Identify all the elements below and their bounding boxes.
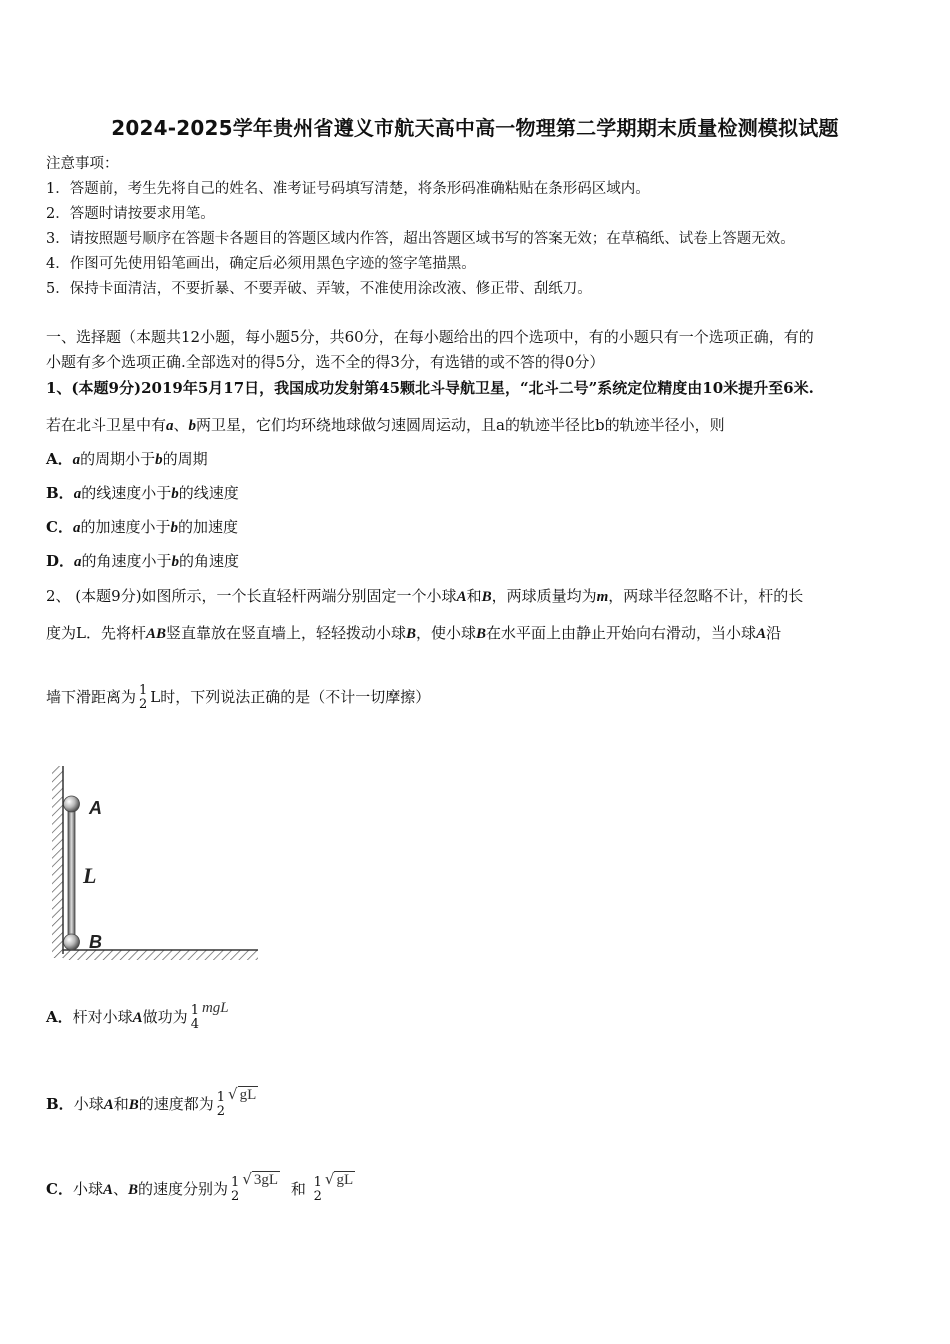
option-label: A． xyxy=(46,450,73,468)
radicand: gL xyxy=(239,1087,257,1103)
q2-option-b[interactable] xyxy=(46,1085,258,1119)
q2-text: 度为L．先将杆 xyxy=(46,624,146,642)
note-item: 4．作图可先使用铅笔画出，确定后必须用黑色字迹的签字笔描黑。 xyxy=(46,256,476,272)
q1-text: 两卫星，它们均环绕地球做匀速圆周运动，且a的轨迹半径比b的轨迹半径小，则 xyxy=(196,416,725,434)
option-label: A． xyxy=(46,1008,73,1026)
var-B: B xyxy=(476,626,487,642)
option-text: 的线速度 xyxy=(178,484,239,502)
q2-text: ，两球半径忽略不计，杆的长 xyxy=(608,587,804,605)
q2-stem-line2 xyxy=(46,622,781,643)
option-label: B． xyxy=(46,1095,74,1113)
var-A: A xyxy=(756,626,767,642)
var-b: b xyxy=(171,486,179,502)
fraction-quarter xyxy=(190,1004,200,1032)
var-a: a xyxy=(73,486,82,502)
math-expression: mgL xyxy=(201,1000,229,1016)
q2-text: 2、 (本题9分)如图所示，一个长直轻杆两端分别固定一个小球 xyxy=(46,587,457,605)
fraction-half xyxy=(138,684,148,712)
q2-text: 墙下滑距离为 xyxy=(46,688,137,706)
option-text: 和 xyxy=(290,1180,306,1198)
option-text: 小球 xyxy=(73,1095,104,1113)
section-heading-line2: 小题有多个选项正确.全部选对的得5分，选不全的得3分，有选错的或不答的得0分） xyxy=(46,353,605,371)
var-A: A xyxy=(103,1097,114,1113)
q1-option-c[interactable] xyxy=(46,516,238,537)
frac-den: 2 xyxy=(216,1104,226,1119)
q1-stem-line1 xyxy=(46,377,814,398)
q2-text: ，两球质量均为 xyxy=(491,587,597,605)
option-text: 的角速度小于 xyxy=(81,552,172,570)
q2-option-c[interactable] xyxy=(46,1170,355,1204)
rod-wall-figure xyxy=(46,762,266,967)
note-item: 3．请按照题号顺序在答题卡各题目的答题区域内作答，超出答题区域书写的答案无效；在草稿纸、试卷上答题无效。 xyxy=(46,231,795,247)
fraction-half xyxy=(230,1176,240,1204)
sqrt-icon: √ xyxy=(242,1170,252,1188)
var-B: B xyxy=(128,1182,139,1198)
frac-num: 1 xyxy=(313,1175,322,1190)
option-text: 的加速度 xyxy=(177,518,238,536)
frac-num: 1 xyxy=(231,1175,240,1190)
var-B: B xyxy=(481,589,492,605)
q1-option-a[interactable] xyxy=(46,448,208,469)
rod xyxy=(68,804,75,942)
label-b: B xyxy=(89,932,102,952)
q1-stem-line2 xyxy=(46,414,725,435)
ball-b xyxy=(64,934,80,950)
var-m: m xyxy=(596,589,609,605)
frac-num: 1 xyxy=(190,1003,199,1018)
var-b: b xyxy=(188,418,197,434)
option-label: B． xyxy=(46,484,74,502)
frac-den: 2 xyxy=(139,697,148,712)
option-text: 的线速度小于 xyxy=(81,484,172,502)
q2-text: L时，下列说法正确的是（不计一切摩擦） xyxy=(150,688,431,706)
option-label: C． xyxy=(46,518,73,536)
q1-option-d[interactable] xyxy=(46,550,239,571)
q2-stem-line1 xyxy=(46,585,803,606)
option-text: 的周期小于 xyxy=(80,450,156,468)
label-a: A xyxy=(89,798,102,818)
wall-hatch xyxy=(52,766,63,958)
option-text: 的速度都为 xyxy=(138,1095,214,1113)
frac-num: 1 xyxy=(139,683,148,698)
option-text: 、 xyxy=(112,1180,128,1198)
q2-stem-line3 xyxy=(46,684,430,712)
section-heading-line1: 一、选择题（本题共12小题，每小题5分，共60分，在每小题给出的四个选项中，有的小题只有一个选项正确，有的 xyxy=(46,328,814,346)
q2-option-a[interactable] xyxy=(46,1000,229,1032)
sqrt-icon: √ xyxy=(228,1085,238,1103)
fraction-half xyxy=(216,1091,226,1119)
option-text: 的加速度小于 xyxy=(80,518,171,536)
q1-stem1: 1、(本题9分)2019年5月17日，我国成功发射第45颗北斗导航卫星，“北斗二号”系统定位精度由10米提升至6米. xyxy=(46,379,814,397)
var-a: a xyxy=(74,554,82,570)
ball-a xyxy=(64,796,80,812)
option-text: 小球 xyxy=(72,1180,103,1198)
page-title: 2024-2025学年贵州省遵义市航天高中高一物理第二学期期末质量检测模拟试题 xyxy=(111,116,839,140)
option-text: 做功为 xyxy=(142,1008,188,1026)
var-A: A xyxy=(102,1182,113,1198)
radicand: 3gL xyxy=(253,1172,279,1188)
q2-text: ，使小球 xyxy=(416,624,477,642)
var-AB: AB xyxy=(145,626,166,642)
var-A: A xyxy=(456,589,467,605)
frac-den: 2 xyxy=(313,1189,322,1204)
fraction-half xyxy=(313,1176,323,1204)
frac-den: 4 xyxy=(190,1017,199,1032)
note-item: 5．保持卡面清洁，不要折暴、不要弄破、弄皱，不准使用涂改液、修正带、刮纸刀。 xyxy=(46,281,592,297)
option-text: 的周期 xyxy=(162,450,208,468)
option-text: 的角速度 xyxy=(179,552,240,570)
q1-text: 若在北斗卫星中有 xyxy=(46,416,167,434)
var-b: b xyxy=(170,520,178,536)
var-a: a xyxy=(166,418,174,434)
sqrt-icon: √ xyxy=(324,1170,335,1188)
q2-text: 在水平面上由静止开始向右滑动，当小球 xyxy=(486,624,757,642)
frac-num: 1 xyxy=(216,1090,226,1105)
option-label: D． xyxy=(46,552,75,570)
option-label: C． xyxy=(46,1180,73,1198)
option-text: 杆对小球 xyxy=(72,1008,133,1026)
var-a: a xyxy=(72,520,81,536)
var-B: B xyxy=(128,1097,139,1113)
option-text: 的速度分别为 xyxy=(138,1180,229,1198)
var-b: b xyxy=(171,554,180,570)
radicand: gL xyxy=(336,1172,354,1188)
note-item: 1．答题前，考生先将自己的姓名、准考证号码填写清楚，将条形码准确粘贴在条形码区域内。 xyxy=(46,181,650,197)
var-A: A xyxy=(132,1010,143,1026)
q2-text: 和 xyxy=(466,587,482,605)
option-text: 和 xyxy=(113,1095,129,1113)
var-b: b xyxy=(155,452,163,468)
label-l: L xyxy=(83,863,97,888)
q2-text: 竖直靠放在竖直墙上，轻轻拨动小球 xyxy=(165,624,406,642)
q2-text: 沿 xyxy=(766,624,782,642)
q1-text: 、 xyxy=(173,416,189,434)
var-B: B xyxy=(406,626,417,642)
q1-option-b[interactable] xyxy=(46,482,239,503)
note-item: 2．答题时请按要求用笔。 xyxy=(46,206,215,222)
frac-den: 2 xyxy=(231,1189,240,1204)
notes-heading: 注意事项： xyxy=(46,156,119,172)
var-a: a xyxy=(72,452,81,468)
